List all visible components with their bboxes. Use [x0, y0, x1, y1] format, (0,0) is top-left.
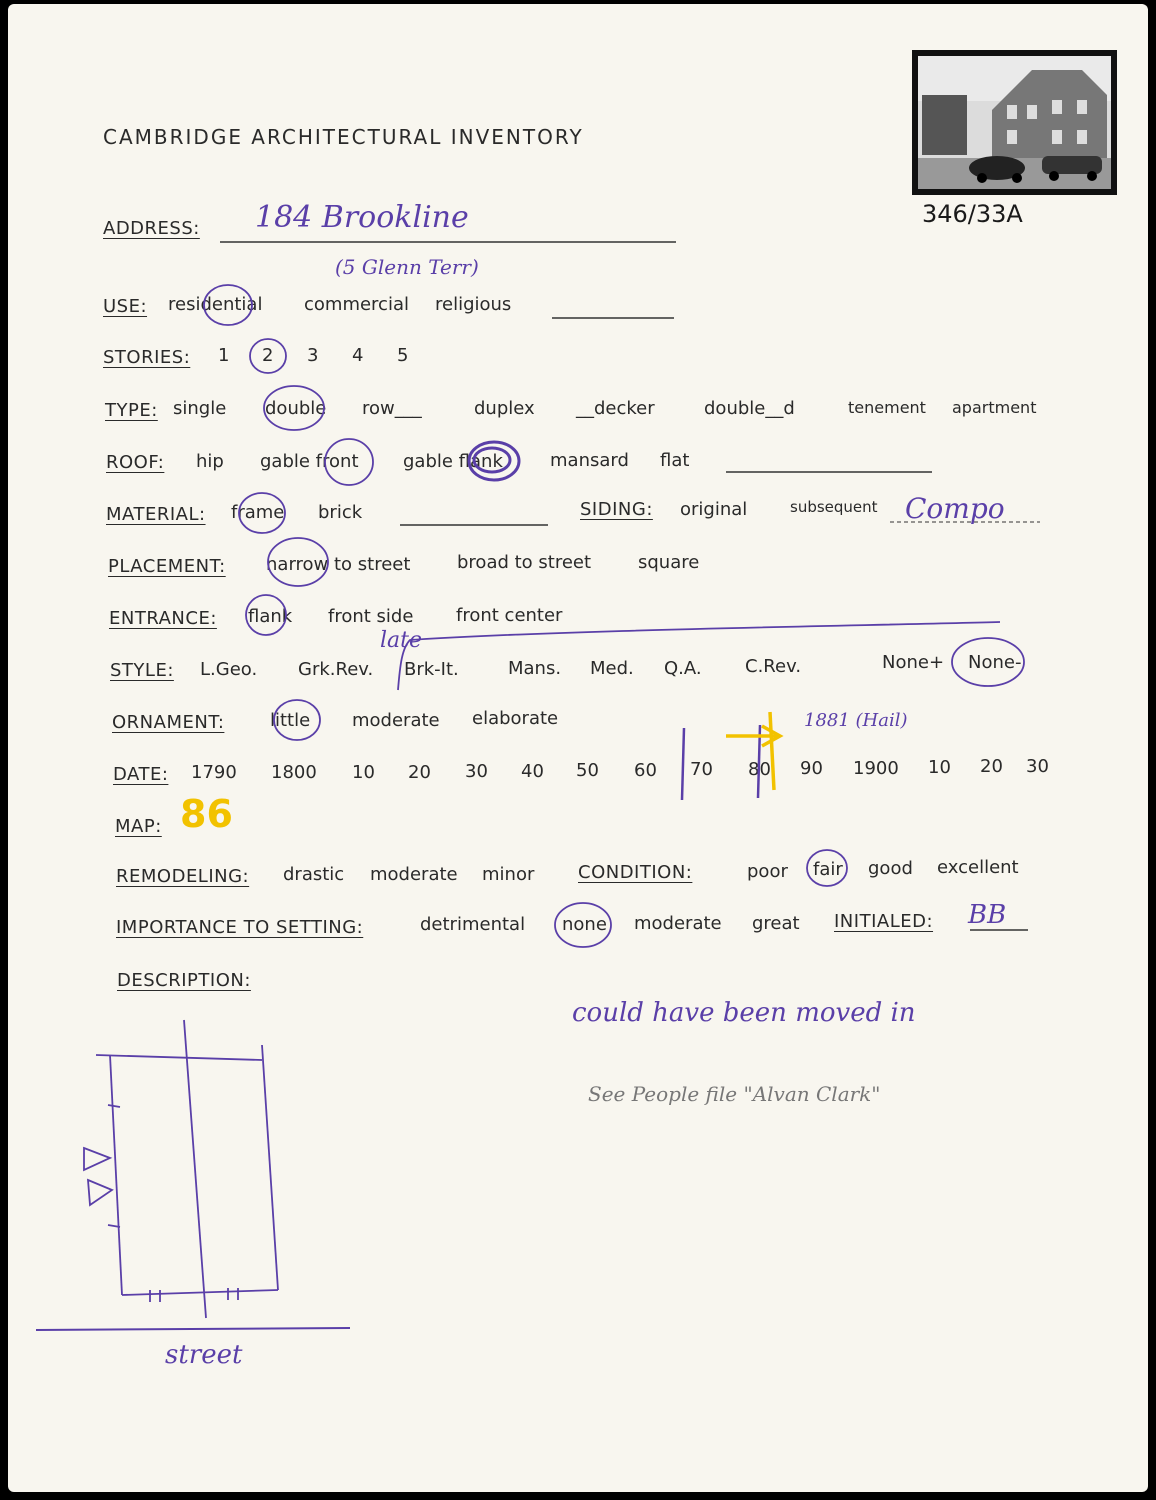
circle-ornament-little	[274, 700, 320, 740]
stories-label: STORIES:	[103, 347, 191, 368]
type-option-decker: __decker	[576, 398, 655, 419]
importance-option-moderate: moderate	[634, 913, 722, 934]
circle-roof-front	[325, 439, 373, 485]
siding-option-original: original	[680, 499, 748, 520]
initialed-value: BB	[968, 900, 1007, 930]
type-label: TYPE:	[105, 400, 158, 421]
date-option-1920: 20	[980, 756, 1003, 777]
remodeling-option-moderate: moderate	[370, 864, 458, 885]
roof-option-gable-front: gable front	[260, 451, 359, 472]
siding-option-subsequent: subsequent	[790, 498, 878, 516]
date-label: DATE:	[113, 764, 169, 785]
type-option-double: double	[265, 398, 327, 419]
stories-option-1: 1	[218, 345, 230, 366]
photo-number: 346/33A	[922, 200, 1023, 228]
roof-option-hip: hip	[196, 451, 224, 472]
style-option-qa: Q.A.	[664, 658, 702, 679]
material-option-frame: frame	[231, 502, 285, 523]
remodeling-option-minor: minor	[482, 864, 535, 885]
type-option-apartment: apartment	[952, 398, 1037, 417]
circle-style-none-minus	[952, 638, 1024, 686]
address-value: 184 Brookline	[255, 200, 469, 235]
address-label: ADDRESS:	[103, 218, 200, 239]
siding-value: Compo	[905, 492, 1005, 525]
material-label: MATERIAL:	[106, 504, 206, 525]
stories-option-5: 5	[397, 345, 409, 366]
remodeling-option-drastic: drastic	[283, 864, 345, 885]
condition-option-poor: poor	[747, 861, 788, 882]
initialed-label: INITIALED:	[834, 911, 934, 932]
style-option-grkrev: Grk.Rev.	[298, 659, 374, 680]
stories-option-2: 2	[262, 345, 274, 366]
circle-material-frame	[239, 493, 285, 533]
circle-residential	[204, 285, 252, 325]
ornament-option-little: little	[270, 710, 311, 731]
date-option-1930: 30	[1026, 756, 1049, 777]
condition-option-fair: fair	[813, 859, 843, 880]
date-option-20: 20	[408, 762, 431, 783]
date-option-30: 30	[465, 761, 488, 782]
type-option-single: single	[173, 398, 227, 419]
importance-option-great: great	[752, 913, 800, 934]
entrance-label: ENTRANCE:	[109, 608, 217, 629]
description-label: DESCRIPTION:	[117, 970, 251, 991]
type-option-row: row___	[362, 398, 422, 419]
placement-option-square: square	[638, 552, 700, 573]
date-option-1790: 1790	[191, 762, 237, 783]
description-note-people-file: See People file "Alvan Clark"	[588, 1082, 881, 1106]
style-option-none-plus: None+	[882, 652, 945, 673]
entrance-option-front-side: front side	[328, 606, 414, 627]
style-option-none-minus: None-	[968, 652, 1022, 673]
circle-entrance-flank	[246, 595, 286, 635]
date-note: 1881 (Hail)	[804, 710, 908, 731]
placement-option-broad: broad to street	[457, 552, 592, 573]
circle-condition-fair	[807, 850, 847, 886]
address-alt: (5 Glenn Terr)	[335, 255, 479, 279]
entrance-option-front-center: front center	[456, 605, 563, 626]
style-note: late	[380, 628, 423, 653]
importance-label: IMPORTANCE TO SETTING:	[116, 917, 364, 938]
condition-option-excellent: excellent	[937, 857, 1019, 878]
use-option-religious: religious	[435, 294, 512, 315]
use-option-residential: residential	[168, 294, 263, 315]
map-label: MAP:	[115, 816, 162, 837]
type-option-duplex: duplex	[474, 398, 535, 419]
date-option-10: 10	[352, 762, 375, 783]
style-option-brkit: Brk-It.	[404, 659, 459, 680]
remodeling-label: REMODELING:	[116, 866, 250, 887]
yellow-date-marker	[726, 712, 780, 790]
ornament-option-moderate: moderate	[352, 710, 440, 731]
date-option-90: 90	[800, 758, 823, 779]
style-option-med: Med.	[590, 658, 634, 679]
date-option-1910: 10	[928, 757, 951, 778]
date-option-40: 40	[521, 761, 544, 782]
siding-label: SIDING:	[580, 499, 653, 520]
date-option-50: 50	[576, 760, 599, 781]
roof-option-flat: flat	[660, 450, 690, 471]
roof-option-gable-flank: gable flank	[403, 451, 503, 472]
entrance-option-flank: flank	[248, 606, 293, 627]
ornament-option-elaborate: elaborate	[472, 708, 559, 729]
stories-option-4: 4	[352, 345, 364, 366]
circle-placement-narrow	[268, 538, 328, 586]
sketch-street-label: street	[165, 1340, 243, 1370]
use-option-commercial: commercial	[304, 294, 409, 315]
use-label: USE:	[103, 296, 148, 317]
type-option-tenement: tenement	[848, 398, 926, 417]
page-title: CAMBRIDGE ARCHITECTURAL INVENTORY	[103, 125, 584, 149]
date-option-80: 80	[748, 759, 771, 780]
roof-label: ROOF:	[106, 452, 165, 473]
style-option-lgeo: L.Geo.	[200, 659, 258, 680]
style-option-mans: Mans.	[508, 658, 562, 679]
circle-importance-none	[555, 903, 611, 947]
style-label: STYLE:	[110, 660, 174, 681]
type-option-double-d: double__d	[704, 398, 795, 419]
importance-option-detrimental: detrimental	[420, 914, 526, 935]
placement-option-narrow: narrow to street	[266, 554, 411, 575]
roof-option-mansard: mansard	[550, 450, 629, 471]
stories-option-3: 3	[307, 345, 319, 366]
style-option-crev: C.Rev.	[745, 656, 802, 677]
date-option-1900: 1900	[853, 758, 899, 779]
placement-label: PLACEMENT:	[108, 556, 226, 577]
ornament-label: ORNAMENT:	[112, 712, 225, 733]
description-note-moved: could have been moved in	[572, 998, 916, 1028]
importance-option-none: none	[562, 914, 607, 935]
circle-type-double	[264, 386, 327, 430]
condition-label: CONDITION:	[578, 862, 693, 883]
circle-stories-2	[250, 339, 286, 373]
map-value: 86	[180, 792, 233, 836]
date-option-60: 60	[634, 760, 657, 781]
date-option-1800: 1800	[271, 762, 317, 783]
material-option-brick: brick	[318, 502, 363, 523]
condition-option-good: good	[868, 858, 913, 879]
site-sketch	[36, 1020, 350, 1330]
date-option-70: 70	[690, 759, 713, 780]
